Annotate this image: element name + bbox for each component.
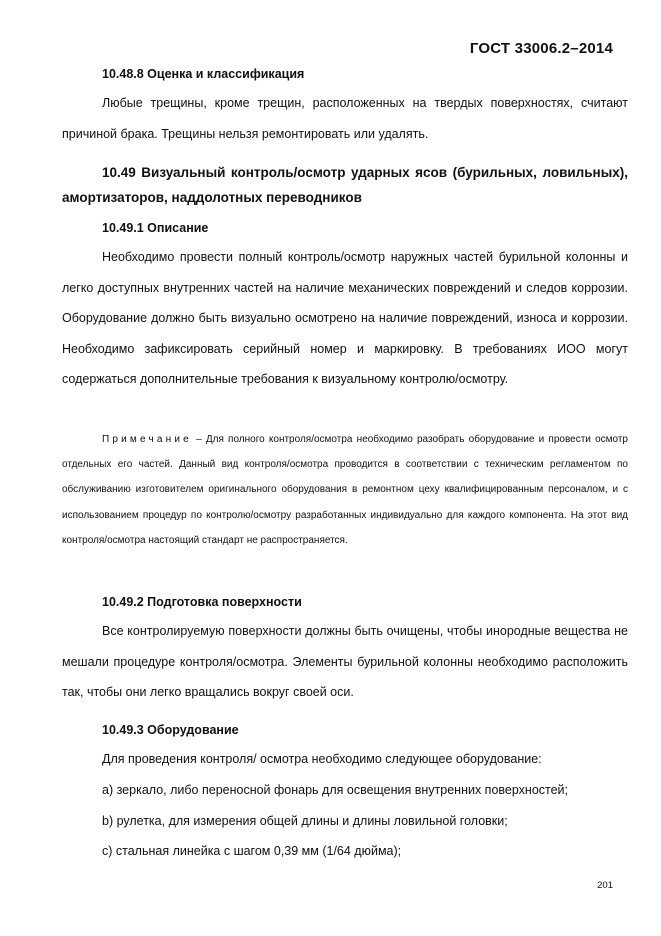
section-10-49-3-heading: 10.49.3 Оборудование: [102, 723, 239, 737]
section-10-49-2-text: Все контролируемую поверхности должны быть очищены, чтобы инородные вещества не мешали процедуре контроля/осмотра. Элементы бурильной колонны необходимо расположить так, чтобы они легко вращались вокруг своей оси.: [62, 624, 628, 699]
equipment-list-item: b) рулетка, для измерения общей длины и длины ловильной головки;: [102, 814, 508, 828]
equipment-list-item: c) стальная линейка с шагом 0,39 мм (1/64 дюйма);: [102, 844, 402, 858]
standard-header: ГОСТ 33006.2–2014: [469, 40, 613, 57]
note-label: Примечание: [102, 434, 192, 445]
section-10-49-1-heading: 10.49.1 Описание: [102, 221, 209, 235]
section-10-48-8-text: Любые трещины, кроме трещин, расположенных на твердых поверхностях, считают причиной брака. Трещины нельзя ремонтировать или удалять.: [62, 96, 628, 141]
note-text: – Для полного контроля/осмотра необходимо разобрать оборудование и провести осмотр отдельных его частей. Данный вид контроля/осмотра проводится в соответствии с техническим регламентом по обслуживанию изготовителем оригинального оборудования в ремонтном цеху квалифицированным персоналом, и с использованием процедур по контролю/осмотру разработанных индивидуально для каждого компонента. На этот вид контроля/осмотра настоящий стандарт не распространяется.: [62, 434, 628, 546]
equipment-list-item: a) зеркало, либо переносной фонарь для освещения внутренних поверхностей;: [102, 783, 569, 797]
section-10-49-2-heading: 10.49.2 Подготовка поверхности: [102, 595, 302, 609]
page-number: 201: [597, 880, 613, 891]
section-10-49-3-intro: Для проведения контроля/ осмотра необходимо следующее оборудование:: [102, 752, 542, 766]
section-10-48-8-heading: 10.48.8 Оценка и классификация: [102, 67, 305, 81]
section-10-49-1-text: Необходимо провести полный контроль/осмотр наружных частей бурильной колонны и легко доступных внутренних частей на наличие механических повреждений и следов коррозии. Оборудование должно быть визуально осмотрено на наличие повреждений, износа и коррозии. Необходимо зафиксировать серийный номер и маркировку. В требованиях ИОО могут содержаться дополнительные требования к визуальному контролю/осмотру.: [62, 250, 628, 386]
section-10-49-heading: 10.49 Визуальный контроль/осмотр ударных ясов (бурильных, ловильных), амортизаторов, наддолотных переводников: [62, 165, 628, 205]
section-10-49-1-note: [62, 427, 628, 553]
